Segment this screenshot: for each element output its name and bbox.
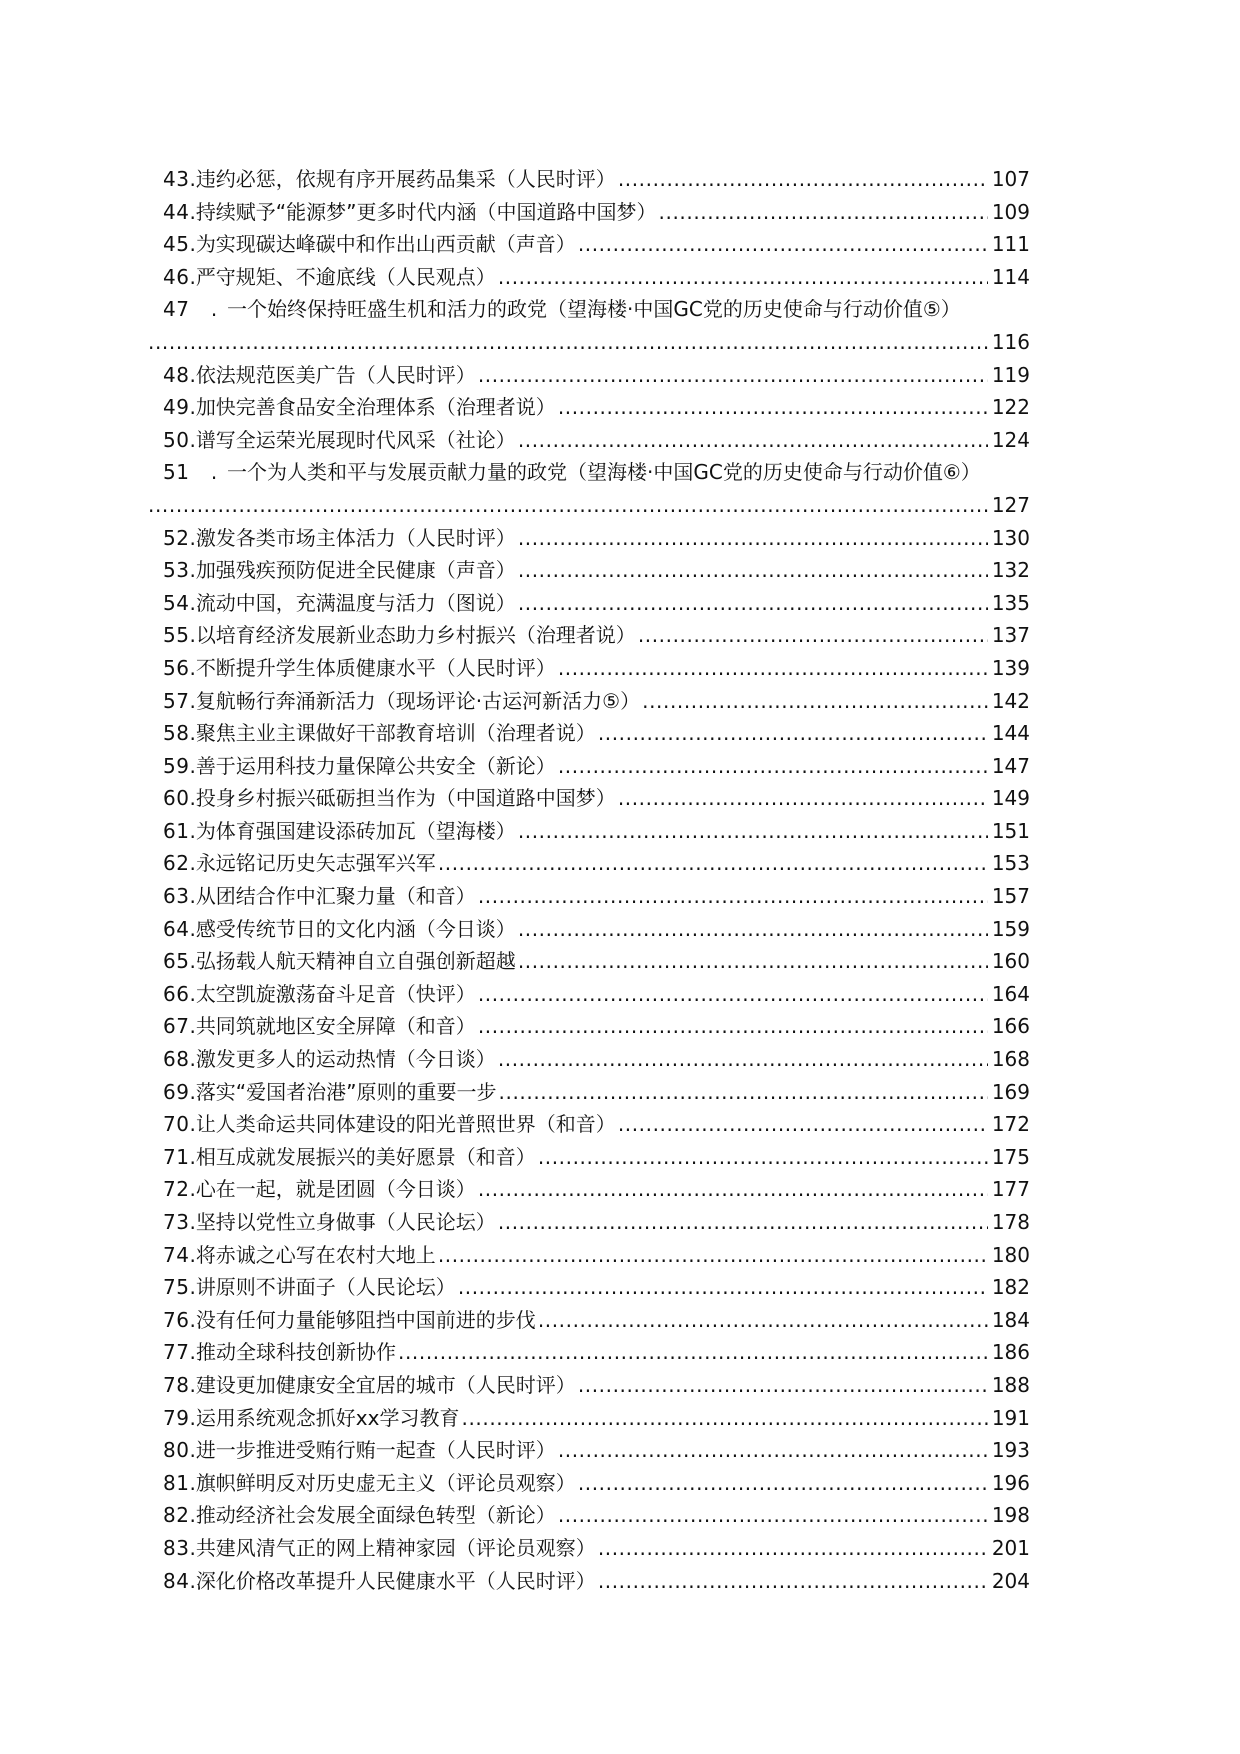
toc-entry-separator: .	[189, 590, 196, 615]
toc-entry-separator: .	[189, 884, 196, 909]
toc-entry-separator: .	[189, 525, 196, 550]
toc-entry-number: 78	[163, 1372, 190, 1397]
toc-entry-page: 153	[991, 851, 1030, 876]
toc-entry-number: 80	[163, 1438, 190, 1463]
toc-entry-page: 137	[991, 623, 1030, 648]
dot-leader	[461, 1402, 988, 1435]
toc-entry-page: 149	[991, 786, 1030, 811]
dot-leader	[498, 261, 988, 294]
toc-entry-separator: .	[189, 655, 196, 680]
dot-leader	[659, 196, 988, 229]
toc-entry-number: 60	[163, 786, 190, 811]
toc-entry-number: 63	[163, 884, 190, 909]
toc-entry-number: 84	[163, 1568, 190, 1593]
toc-entry-page: 172	[991, 1112, 1030, 1137]
toc-entry-separator: .	[189, 1210, 196, 1234]
toc-entry-separator: .	[189, 427, 196, 452]
table-of-contents	[163, 163, 1030, 1597]
toc-entry-title: 太空凯旋激荡奋斗足音（快评）	[195, 981, 476, 1006]
dot-leader	[478, 1173, 988, 1206]
toc-entry[interactable]	[163, 522, 1030, 555]
toc-entry-separator: .	[189, 558, 196, 583]
toc-entry[interactable]	[163, 978, 1030, 1011]
toc-entry-number: 81	[163, 1470, 190, 1495]
toc-entry-title: 一个为人类和平与发展贡献力量的政党（望海楼·中国GC党的历史使命与行动价值⑥）	[227, 460, 981, 485]
toc-entry-number: 57	[163, 688, 190, 713]
toc-entry-page: 182	[991, 1275, 1030, 1300]
toc-entry-title: 弘扬载人航天精神自立自强创新超越	[195, 949, 516, 974]
dot-leader	[558, 1499, 988, 1532]
toc-entry-page: 119	[991, 362, 1030, 387]
toc-entry[interactable]	[163, 1565, 1030, 1598]
toc-entry-page: 168	[991, 1047, 1030, 1072]
toc-entry-number: 43	[163, 167, 190, 191]
toc-entry-title: 共建风清气正的网上精神家园（评论员观察）	[195, 1535, 596, 1560]
toc-entry[interactable]	[163, 1108, 1030, 1141]
toc-entry[interactable]	[163, 587, 1030, 620]
toc-entry-page: 114	[991, 264, 1030, 289]
toc-entry-number: 82	[163, 1503, 190, 1528]
toc-entry[interactable]	[163, 1532, 1030, 1565]
toc-entry-title: 相互成就发展振兴的美好愿景（和音）	[195, 1144, 536, 1169]
toc-entry[interactable]	[163, 391, 1030, 424]
toc-entry-page: 184	[991, 1307, 1030, 1332]
toc-entry-number: 54	[163, 590, 190, 615]
toc-entry[interactable]	[163, 1369, 1030, 1402]
toc-entry-number: 77	[163, 1340, 190, 1365]
toc-entry-separator: .	[189, 721, 196, 746]
toc-entry-separator: .	[189, 916, 196, 941]
toc-entry-separator: .	[189, 1177, 196, 1202]
dot-leader	[558, 1434, 988, 1467]
toc-entry[interactable]	[163, 750, 1030, 783]
dot-leader	[518, 815, 988, 848]
toc-entry-separator: .	[189, 1047, 196, 1072]
toc-entry[interactable]	[163, 1206, 1030, 1239]
toc-entry[interactable]	[163, 1173, 1030, 1206]
dot-leader	[499, 1076, 988, 1109]
toc-entry[interactable]	[163, 1304, 1030, 1337]
toc-entry-title: 聚焦主业主课做好干部教育培训（治理者说）	[195, 721, 596, 746]
toc-entry-title: 推动经济社会发展全面绿色转型（新论）	[195, 1503, 556, 1528]
dot-leader	[578, 1467, 988, 1500]
toc-entry-title: 谱写全运荣光展现时代风采（社论）	[195, 427, 516, 452]
toc-entry-title: 持续赋予“能源梦”更多时代内涵（中国道路中国梦）	[195, 199, 657, 224]
toc-entry[interactable]	[163, 424, 1030, 457]
dot-leader	[538, 1141, 988, 1174]
dot-leader	[618, 163, 988, 196]
toc-entry-title: 运用系统观念抓好xx学习教育	[195, 1405, 460, 1430]
toc-entry-page: 204	[991, 1568, 1030, 1593]
dot-leader	[558, 750, 988, 783]
toc-entry[interactable]	[163, 1239, 1030, 1272]
toc-entry-number: 46	[163, 264, 190, 289]
toc-entry-number: 67	[163, 1014, 190, 1039]
toc-entry-title: 推动全球科技创新协作	[196, 1340, 397, 1365]
toc-entry-number: 48	[163, 362, 190, 387]
toc-entry-title: 流动中国，充满温度与活力（图说）	[195, 590, 516, 615]
toc-entry-title: 永远铭记历史矢志强军兴军	[195, 851, 436, 876]
toc-entry-title: 一个始终保持旺盛生机和活力的政党（望海楼·中国GC党的历史使命与行动价值⑤）	[227, 297, 961, 322]
toc-entry-page: 164	[991, 981, 1030, 1006]
toc-entry-separator: .	[189, 818, 196, 843]
toc-entry-separator: .	[189, 623, 196, 648]
dot-leader	[438, 1239, 988, 1272]
toc-entry-separator: .	[189, 786, 196, 811]
toc-entry-number: 61	[163, 818, 190, 843]
toc-entry-separator: .	[189, 753, 196, 778]
toc-entry-separator: .	[189, 981, 196, 1006]
dot-leader	[558, 652, 988, 685]
toc-entry-title: 从团结合作中汇聚力量（和音）	[195, 884, 476, 909]
toc-entry-separator: .	[189, 1307, 196, 1332]
toc-entry-number: 73	[163, 1210, 190, 1234]
dot-leader	[518, 522, 988, 555]
dot-leader	[638, 619, 988, 652]
toc-entry-title: 不断提升学生体质健康水平（人民时评）	[195, 655, 556, 680]
toc-entry-page: 188	[991, 1372, 1030, 1397]
toc-entry[interactable]	[163, 880, 1030, 913]
toc-entry-number: 56	[163, 655, 190, 680]
dot-leader	[618, 1108, 988, 1141]
dot-leader	[578, 1369, 988, 1402]
toc-entry[interactable]	[163, 1434, 1030, 1467]
toc-entry-separator: .	[189, 1470, 196, 1495]
toc-entry[interactable]	[163, 717, 1030, 750]
toc-entry-separator: .	[189, 264, 196, 289]
toc-entry[interactable]	[163, 1499, 1030, 1532]
toc-entry-title: 感受传统节日的文化内涵（今日谈）	[195, 916, 516, 941]
toc-entry-separator: .	[189, 1438, 196, 1463]
toc-entry-title: 将赤诚之心写在农村大地上	[195, 1242, 436, 1267]
toc-entry-page: 175	[991, 1144, 1030, 1169]
toc-entry-page: 132	[991, 558, 1030, 583]
toc-entry-number: 75	[163, 1275, 190, 1300]
toc-entry-separator: .	[189, 232, 196, 257]
toc-entry[interactable]	[163, 359, 1030, 392]
toc-entry-page: 151	[991, 818, 1030, 843]
toc-entry-number: 65	[163, 949, 190, 974]
toc-entry[interactable]	[163, 1271, 1030, 1304]
toc-entry-number: 45	[163, 232, 190, 257]
toc-entry-number: 64	[163, 916, 190, 941]
toc-entry-page: 177	[991, 1177, 1030, 1202]
toc-entry-title: 旗帜鲜明反对历史虚无主义（评论员观察）	[195, 1470, 576, 1495]
dot-leader	[498, 1206, 988, 1239]
toc-entry-number: 49	[163, 395, 190, 420]
toc-entry-title: 心在一起，就是团圆（今日谈）	[195, 1177, 476, 1202]
toc-entry-page: 178	[991, 1210, 1030, 1234]
toc-entry[interactable]	[163, 1010, 1030, 1043]
toc-entry-title: 以培育经济发展新业态助力乡村振兴（治理者说）	[195, 623, 636, 648]
dot-leader	[618, 782, 988, 815]
toc-entry-separator: .	[189, 167, 196, 191]
toc-entry-page: 122	[991, 395, 1030, 420]
toc-entry-separator: .	[189, 1275, 196, 1300]
toc-entry-separator: .	[189, 949, 196, 974]
dot-leader	[518, 554, 988, 587]
toc-entry-separator: .	[189, 1144, 196, 1169]
toc-entry[interactable]	[163, 847, 1030, 880]
toc-entry-title: 建设更加健康安全宜居的城市（人民时评）	[195, 1372, 576, 1397]
toc-entry-separator: .	[189, 1340, 196, 1365]
dot-leader	[478, 880, 988, 913]
toc-entry[interactable]	[163, 196, 1030, 229]
toc-entry-page: 116	[991, 329, 1030, 354]
toc-entry-number: 51	[163, 460, 190, 485]
toc-entry-page: 147	[991, 753, 1030, 778]
toc-entry-number: 69	[163, 1079, 190, 1104]
dot-leader	[518, 424, 988, 457]
toc-entry[interactable]	[163, 945, 1030, 978]
toc-entry-page: 186	[991, 1340, 1030, 1365]
toc-entry-page: 193	[991, 1438, 1030, 1463]
toc-entry-number: 70	[163, 1112, 190, 1137]
toc-entry[interactable]	[163, 619, 1030, 652]
dot-leader	[478, 978, 988, 1011]
dot-leader	[598, 1565, 988, 1598]
toc-entry-page: 139	[991, 655, 1030, 680]
toc-entry-number: 71	[163, 1144, 190, 1169]
toc-entry-title: 严守规矩、不逾底线（人民观点）	[195, 264, 496, 289]
toc-entry[interactable]	[163, 293, 1030, 358]
toc-entry-title: 让人类命运共同体建设的阳光普照世界（和音）	[195, 1112, 616, 1137]
dot-leader	[498, 1043, 988, 1076]
toc-entry-page: 159	[991, 916, 1030, 941]
toc-entry-page: 201	[991, 1535, 1030, 1560]
toc-entry-page: 127	[991, 492, 1030, 517]
toc-entry-separator: .	[189, 199, 196, 224]
dot-leader	[148, 326, 988, 359]
dot-leader	[438, 847, 988, 880]
toc-entry-number: 53	[163, 558, 190, 583]
toc-entry-separator: .	[189, 851, 196, 876]
toc-entry-separator: .	[189, 395, 196, 420]
toc-entry-page: 109	[991, 199, 1030, 224]
dot-leader	[598, 1532, 988, 1565]
toc-entry[interactable]	[163, 1043, 1030, 1076]
toc-entry-separator: .	[189, 1014, 196, 1039]
toc-entry-page: 160	[991, 949, 1030, 974]
toc-entry[interactable]	[163, 261, 1030, 294]
toc-entry[interactable]	[163, 815, 1030, 848]
toc-entry[interactable]	[163, 1141, 1030, 1174]
toc-entry-number: 74	[163, 1242, 190, 1267]
dot-leader	[598, 717, 988, 750]
toc-entry-number: 66	[163, 981, 190, 1006]
toc-entry-separator: .	[189, 1568, 196, 1593]
dot-leader	[398, 1336, 988, 1369]
toc-entry-title: 激发各类市场主体活力（人民时评）	[195, 525, 516, 550]
dot-leader	[478, 359, 988, 392]
toc-entry-page: 135	[991, 590, 1030, 615]
toc-entry[interactable]	[163, 1402, 1030, 1435]
toc-entry[interactable]	[163, 228, 1030, 261]
toc-entry-title: 依法规范医美广告（人民时评）	[195, 362, 476, 387]
toc-entry-title: 复航畅行奔涌新活力（现场评论·古运河新活力⑤）	[195, 688, 641, 713]
dot-leader	[558, 391, 988, 424]
toc-entry-page: 196	[991, 1470, 1030, 1495]
toc-entry-number: 72	[163, 1177, 190, 1202]
toc-entry-page: 142	[991, 688, 1030, 713]
toc-entry-separator: .	[189, 1242, 196, 1267]
toc-entry[interactable]	[163, 1076, 1030, 1109]
dot-leader	[458, 1271, 988, 1304]
toc-entry[interactable]	[163, 163, 1030, 196]
dot-leader	[518, 913, 988, 946]
toc-entry-title: 为实现碳达峰碳中和作出山西贡献（声音）	[195, 232, 576, 257]
toc-entry-separator: .	[189, 1372, 196, 1397]
toc-entry-separator: .	[189, 362, 196, 387]
toc-entry-title: 投身乡村振兴砥砺担当作为（中国道路中国梦）	[195, 786, 616, 811]
toc-entry-separator: .	[189, 1405, 196, 1430]
toc-entry-number: 76	[163, 1307, 190, 1332]
toc-entry-title: 讲原则不讲面子（人民论坛）	[195, 1275, 456, 1300]
dot-leader	[578, 228, 988, 261]
toc-entry-title: 违约必惩，依规有序开展药品集采（人民时评）	[195, 167, 616, 191]
dot-leader	[478, 1010, 988, 1043]
toc-entry-number: 55	[163, 623, 190, 648]
toc-entry-separator: .	[189, 1535, 196, 1560]
dot-leader	[642, 685, 988, 718]
toc-entry-number: 79	[163, 1405, 190, 1430]
toc-entry[interactable]	[163, 913, 1030, 946]
toc-entry-page: 124	[991, 427, 1030, 452]
toc-entry-number: 50	[163, 427, 190, 452]
toc-entry-page: 144	[991, 721, 1030, 746]
toc-entry-separator: .	[189, 1112, 196, 1137]
toc-entry-title: 深化价格改革提升人民健康水平（人民时评）	[195, 1568, 596, 1593]
toc-entry-number: 68	[163, 1047, 190, 1072]
toc-entry-title: 善于运用科技力量保障公共安全（新论）	[195, 753, 556, 778]
toc-entry-page: 169	[991, 1079, 1030, 1104]
toc-entry-page: 191	[991, 1405, 1030, 1430]
toc-entry[interactable]	[163, 652, 1030, 685]
toc-entry-title: 加强残疾预防促进全民健康（声音）	[195, 558, 516, 583]
toc-entry-number: 52	[163, 525, 190, 550]
toc-entry[interactable]	[163, 685, 1030, 718]
toc-entry-page: 166	[991, 1014, 1030, 1039]
toc-entry-number: 44	[163, 199, 190, 224]
toc-entry-separator: .	[210, 460, 218, 485]
toc-entry[interactable]	[163, 1336, 1030, 1369]
toc-entry-title: 进一步推进受贿行贿一起查（人民时评）	[195, 1438, 556, 1463]
toc-entry-title: 没有任何力量能够阻挡中国前进的步伐	[195, 1307, 536, 1332]
toc-entry-number: 62	[163, 851, 190, 876]
toc-entry-title: 共同筑就地区安全屏障（和音）	[195, 1014, 476, 1039]
toc-entry-title: 落实“爱国者治港”原则的重要一步	[195, 1079, 497, 1104]
toc-entry-number: 59	[163, 753, 190, 778]
toc-entry[interactable]	[163, 782, 1030, 815]
toc-entry-page: 130	[991, 525, 1030, 550]
toc-entry-separator: .	[210, 297, 218, 322]
toc-entry[interactable]	[163, 456, 1030, 521]
toc-entry-title: 为体育强国建设添砖加瓦（望海楼）	[195, 818, 516, 843]
toc-entry-title: 加快完善食品安全治理体系（治理者说）	[195, 395, 556, 420]
toc-entry-separator: .	[189, 1079, 196, 1104]
toc-entry-page: 180	[991, 1242, 1030, 1267]
toc-entry-title: 坚持以党性立身做事（人民论坛）	[195, 1210, 496, 1234]
toc-entry-number: 58	[163, 721, 190, 746]
toc-entry-page: 111	[991, 232, 1030, 257]
dot-leader	[518, 587, 988, 620]
toc-entry-page: 157	[991, 884, 1030, 909]
toc-entry-page: 107	[991, 167, 1030, 191]
toc-entry[interactable]	[163, 1467, 1030, 1500]
toc-entry[interactable]	[163, 554, 1030, 587]
dot-leader	[518, 945, 988, 978]
dot-leader	[538, 1304, 988, 1337]
toc-entry-number: 47	[163, 297, 190, 322]
toc-entry-separator: .	[189, 688, 196, 713]
toc-entry-number: 83	[163, 1535, 190, 1560]
toc-entry-page: 198	[991, 1503, 1030, 1528]
toc-entry-separator: .	[189, 1503, 196, 1528]
toc-entry-title: 激发更多人的运动热情（今日谈）	[195, 1047, 496, 1072]
dot-leader	[148, 489, 988, 522]
